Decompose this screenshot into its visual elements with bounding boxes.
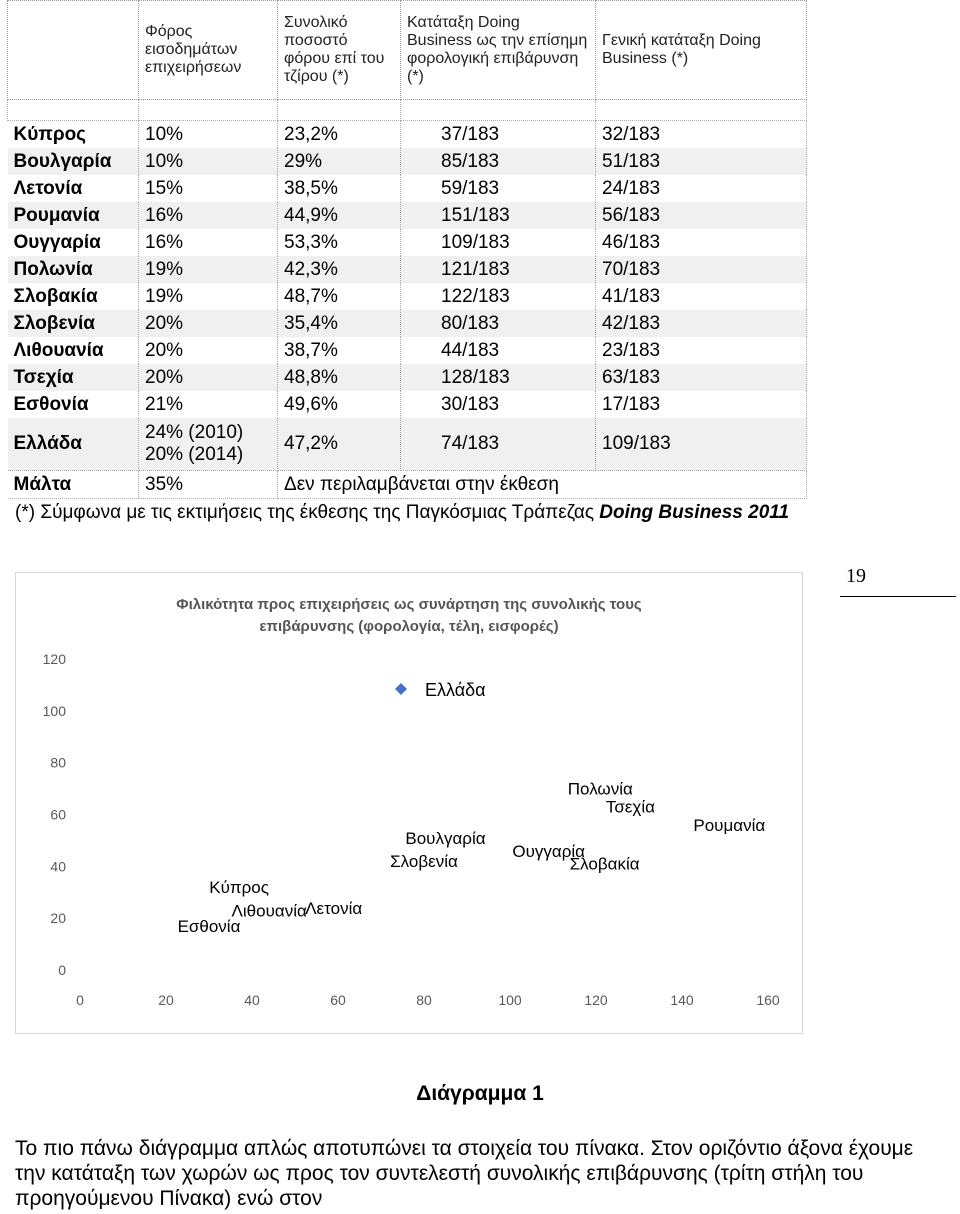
y-tick-label: 40	[50, 858, 66, 875]
overall-cell: 70/183	[596, 256, 807, 283]
rank-cell: 59/183	[401, 175, 596, 202]
overall-cell: 46/183	[596, 229, 807, 256]
header-tax-ranking: Κατάταξη Doing Business ως την επίσημη φορολογική επιβάρυνση (*)	[401, 1, 596, 100]
overall-cell: 32/183	[596, 121, 807, 149]
country-cell: Κύπρος	[8, 121, 139, 149]
x-tick-label: 120	[584, 992, 608, 1008]
point-label: Ουγγαρία	[512, 841, 586, 861]
rank-cell: 151/183	[401, 202, 596, 229]
rank-cell: 85/183	[401, 148, 596, 175]
chart	[15, 572, 803, 1034]
tax-cell: 10%	[139, 121, 278, 149]
header-overall-ranking: Γενική κατάταξη Doing Business (*)	[596, 1, 807, 100]
point-label: Λιθουανία	[231, 901, 307, 921]
country-cell: Πολωνία	[8, 256, 139, 283]
table-header-row	[8, 1, 807, 100]
x-tick-label: 100	[498, 992, 522, 1008]
x-tick-label: 20	[158, 992, 174, 1008]
table-row	[8, 229, 807, 256]
rate-cell: 35,4%	[278, 310, 401, 337]
point-label: Τσεχία	[605, 797, 655, 817]
country-cell: Βουλγαρία	[8, 148, 139, 175]
rate-cell: 48,7%	[278, 283, 401, 310]
tax-cell: 15%	[139, 175, 278, 202]
tax-cell: 20%	[139, 337, 278, 364]
x-tick-label: 0	[76, 992, 84, 1008]
header-corporate-tax: Φόρος εισοδημάτων επιχειρήσεων	[139, 1, 278, 100]
point-label: Κύπρος	[209, 878, 269, 898]
chart-title-line1: Φιλικότητα προς επιχειρήσεις ως συνάρτηση της συνολικής τους	[176, 596, 642, 613]
country-cell: Τσεχία	[8, 364, 139, 391]
country-cell: Λετονία	[8, 175, 139, 202]
x-tick-label: 40	[244, 992, 260, 1008]
table-row	[8, 391, 807, 418]
table-row	[8, 283, 807, 310]
rank-cell: 109/183	[401, 229, 596, 256]
country-cell: Σλοβενία	[8, 310, 139, 337]
footnote-emph: Doing Business 2011	[599, 502, 790, 523]
header-country	[8, 1, 139, 100]
point-label: Λετονία	[305, 898, 363, 918]
rank-cell: 37/183	[401, 121, 596, 149]
rate-cell: 29%	[278, 148, 401, 175]
country-cell: Εσθονία	[8, 391, 139, 418]
tax-cell: 35%	[139, 471, 278, 499]
header-total-tax-rate: Συνολικό ποσοστό φόρου επί του τζίρου (*)	[278, 1, 401, 100]
legend-label: Ελλάδα	[425, 680, 486, 700]
malta-note: Δεν περιλαμβάνεται στην έκθεση	[278, 471, 807, 499]
country-cell: Λιθουανία	[8, 337, 139, 364]
table-row	[8, 202, 807, 229]
body-paragraph: Το πιο πάνω διάγραμμα απλώς αποτυπώνει τα στοιχεία του πίνακα. Στον οριζόντιο άξονα έχουμε την κατάταξη των χωρών ως προς τον συντελεστή συνολικής επιβάρυνσης (τρίτη στήλη του προηγούμενου Πίνακα) ενώ στον	[15, 1137, 914, 1210]
tax-cell: 16%	[139, 229, 278, 256]
page-number: 19	[846, 565, 866, 587]
tax-cell: 10%	[139, 148, 278, 175]
x-tick-label: 60	[330, 992, 346, 1008]
rate-cell: 44,9%	[278, 202, 401, 229]
overall-cell: 56/183	[596, 202, 807, 229]
y-tick-label: 120	[42, 651, 66, 667]
figure-caption: Διάγραμμα 1	[416, 1082, 544, 1105]
y-tick-label: 80	[50, 754, 66, 771]
y-tick-label: 100	[42, 702, 66, 719]
table-spacer-row	[8, 100, 807, 121]
point-label: Βουλγαρία	[405, 828, 486, 848]
overall-cell: 24/183	[596, 175, 807, 202]
tax-cell: 19%	[139, 256, 278, 283]
table-row	[8, 364, 807, 391]
tax-cell: 20%	[139, 310, 278, 337]
rate-cell: 38,7%	[278, 337, 401, 364]
y-tick-label: 0	[58, 962, 66, 978]
x-tick-label: 140	[670, 992, 694, 1008]
rank-cell: 128/183	[401, 364, 596, 391]
page-number-rule	[840, 596, 956, 597]
overall-cell: 23/183	[596, 337, 807, 364]
table-row	[8, 310, 807, 337]
tax-table	[7, 0, 807, 499]
chart-title-line2: επιβάρυνσης (φορολογία, τέλη, εισφορές)	[259, 618, 559, 635]
country-cell: Σλοβακία	[8, 283, 139, 310]
table-row	[8, 175, 807, 202]
x-tick-label: 80	[416, 992, 432, 1008]
footnote	[15, 500, 815, 525]
point-label: Σλοβακία	[569, 854, 640, 874]
rank-cell: 74/183	[401, 418, 596, 471]
rate-cell: 48,8%	[278, 364, 401, 391]
tax-cell: 19%	[139, 283, 278, 310]
legend-marker	[395, 683, 407, 695]
point-label: Σλοβενία	[390, 852, 458, 872]
tax-cell: 21%	[139, 391, 278, 418]
rank-cell: 80/183	[401, 310, 596, 337]
table-row-malta	[8, 471, 807, 499]
rate-cell: 47,2%	[278, 418, 401, 471]
point-label: Εσθονία	[177, 916, 241, 936]
table-row	[8, 337, 807, 364]
table-row-greece	[8, 418, 807, 471]
rate-cell: 23,2%	[278, 121, 401, 149]
chart-svg	[16, 573, 802, 1033]
country-cell: Μάλτα	[8, 471, 139, 499]
tax-cell: 20%	[139, 364, 278, 391]
rate-cell: 53,3%	[278, 229, 401, 256]
table-row	[8, 148, 807, 175]
rank-cell: 44/183	[401, 337, 596, 364]
overall-cell: 63/183	[596, 364, 807, 391]
point-label: Πολωνία	[567, 779, 633, 799]
overall-cell: 17/183	[596, 391, 807, 418]
table-row	[8, 121, 807, 149]
y-tick-label: 60	[50, 806, 66, 823]
table-body	[8, 121, 807, 419]
tax-cell: 16%	[139, 202, 278, 229]
rate-cell: 38,5%	[278, 175, 401, 202]
overall-cell: 51/183	[596, 148, 807, 175]
overall-cell: 41/183	[596, 283, 807, 310]
country-cell: Ουγγαρία	[8, 229, 139, 256]
greece-tax-2014: 20% (2014)	[145, 444, 244, 465]
rank-cell: 30/183	[401, 391, 596, 418]
rank-cell: 122/183	[401, 283, 596, 310]
greece-tax-2010: 24% (2010)	[145, 422, 244, 443]
rank-cell: 121/183	[401, 256, 596, 283]
overall-cell: 109/183	[596, 418, 807, 471]
country-cell: Ελλάδα	[8, 418, 139, 471]
x-tick-label: 160	[756, 992, 780, 1008]
table-row	[8, 256, 807, 283]
greece-tax-cell	[139, 418, 278, 471]
y-tick-label: 20	[50, 910, 66, 927]
point-label: Ρουμανία	[693, 815, 766, 835]
rate-cell: 49,6%	[278, 391, 401, 418]
footnote-text: (*) Σύμφωνα με τις εκτιμήσεις της έκθεσης της Παγκόσμιας Τράπεζας	[15, 502, 600, 523]
country-cell: Ρουμανία	[8, 202, 139, 229]
rate-cell: 42,3%	[278, 256, 401, 283]
overall-cell: 42/183	[596, 310, 807, 337]
